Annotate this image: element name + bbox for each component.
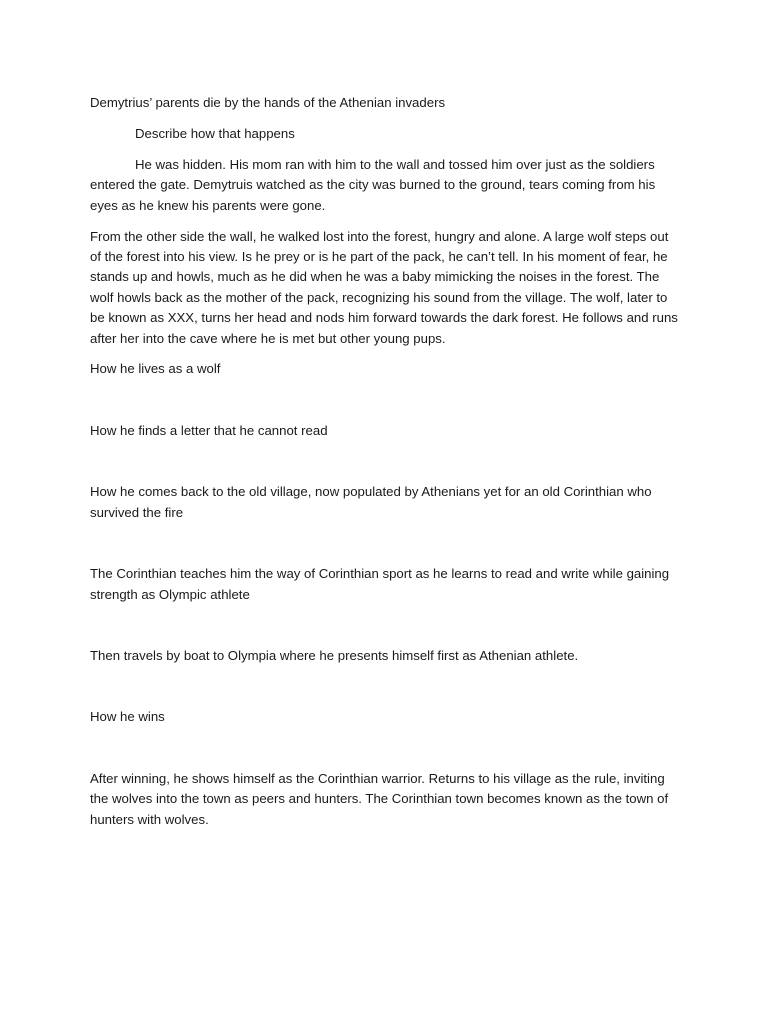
- paragraph-how-he-wins: How he wins: [90, 709, 165, 725]
- paragraph-comes-back: How he comes back to the old village, now populated by Athenians yet for an old Corinthian who survived the fire: [90, 484, 652, 520]
- paragraph-corinthian-teaches: The Corinthian teaches him the way of Corinthian sport as he learns to read and write while gaining strength as Olympic athlete: [90, 566, 670, 602]
- paragraph-travels-olympia: Then travels by boat to Olympia where he presents himself first as Athenian athlete.: [90, 647, 579, 663]
- paragraph-prompt: Describe how that happens: [135, 125, 295, 141]
- paragraph-lives-as-wolf: How he lives as a wolf: [90, 361, 221, 377]
- paragraph-hidden: He was hidden. His mom ran with him to the wall and tossed him over just as the soldiers entered the gate. Demytruis watched as the city was burned to the ground, tears coming from his eyes as he knew his parents were gone.: [90, 156, 656, 213]
- paragraph-forest: From the other side the wall, he walked lost into the forest, hungry and alone. A large wolf steps out of the forest into his view. Is he prey or is he part of the pack, he can’t tell. In his moment of fear, he stands up and howls, much as he did when he was a baby mimicking the noises in the forest. The wolf howls back as the mother of the pack, recognizing his sound from the village. The wolf, later to be known as XXX, turns her head and nods him forward towards the dark forest. He follows and runs after her into the cave where he is met but other young pups.: [90, 228, 678, 346]
- document-body: [90, 93, 680, 840]
- paragraph-finds-letter: How he finds a letter that he cannot read: [90, 422, 328, 438]
- paragraph-heading: Demytrius’ parents die by the hands of the Athenian invaders: [90, 95, 446, 110]
- paragraph-after-winning: After winning, he shows himself as the Corinthian warrior. Returns to his village as the rule, inviting the wolves into the town as peers and hunters. The Corinthian town becomes known as the town of hunters with wolves.: [90, 770, 669, 827]
